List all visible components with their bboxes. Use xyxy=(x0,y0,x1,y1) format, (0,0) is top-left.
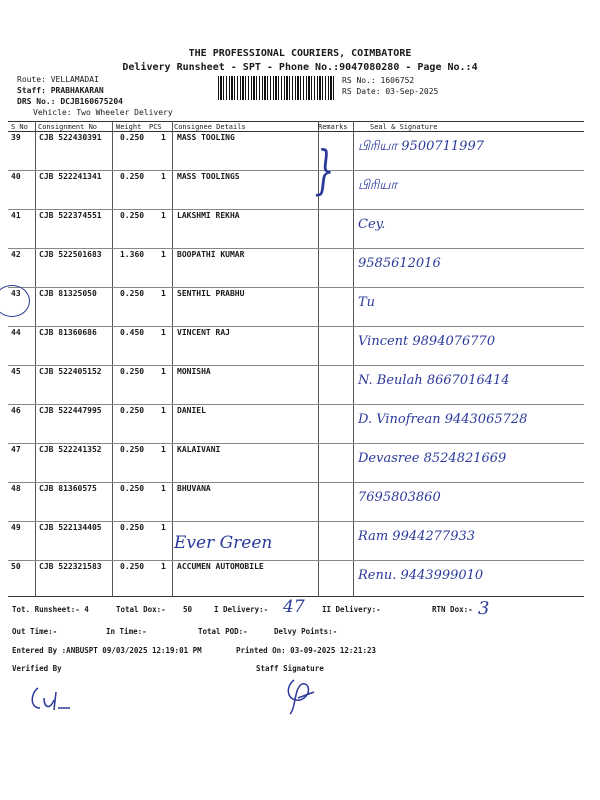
row-sno: 50 xyxy=(11,562,21,571)
total-dox-value: 50 xyxy=(183,605,193,614)
row-pcs: 1 xyxy=(161,328,166,337)
handwritten-evergreen: Ever Green xyxy=(174,533,273,553)
col-weight: Weight xyxy=(116,123,142,131)
staff-signature-mark xyxy=(280,672,320,718)
row-divider xyxy=(8,521,584,522)
row-sno: 41 xyxy=(11,211,21,220)
row-weight: 0.250 xyxy=(120,523,145,532)
staff-signature: Staff Signature xyxy=(256,664,324,673)
row-pcs: 1 xyxy=(161,133,166,142)
row-weight: 0.450 xyxy=(120,328,145,337)
row-consignment: CJB 522501683 xyxy=(39,250,102,259)
row-consignee: LAKSHMI REKHA xyxy=(177,211,240,220)
row-divider xyxy=(8,482,584,483)
row-weight: 0.250 xyxy=(120,406,145,415)
col-sno: S No xyxy=(11,123,28,131)
out-time: Out Time:- xyxy=(12,627,58,636)
row-divider xyxy=(8,443,584,444)
row-pcs: 1 xyxy=(161,523,166,532)
runsheet-title: Delivery Runsheet - SPT - Phone No.:9047080280 - Page No.:4 xyxy=(122,62,478,73)
row-sno: 48 xyxy=(11,484,21,493)
row-consignee: DANIEL xyxy=(177,406,206,415)
row-consignee: MASS TOOLING xyxy=(177,133,235,142)
row-sno: 49 xyxy=(11,523,21,532)
row-signature: 9585612016 xyxy=(358,256,441,271)
row-signature: Vincent 9894076770 xyxy=(358,334,496,349)
rs-date: RS Date: 03-Sep-2025 xyxy=(342,87,439,96)
row-consignment: CJB 522374551 xyxy=(39,211,102,220)
row-signature: Devasree 8524821669 xyxy=(358,451,507,466)
row-signature: D. Vinofrean 9443065728 xyxy=(358,412,528,427)
row-signature: பிரியா xyxy=(358,178,398,193)
printed-on: Printed On: 03-09-2025 12:21:23 xyxy=(236,646,376,655)
row-weight: 0.250 xyxy=(120,367,145,376)
row-sno: 39 xyxy=(11,133,21,142)
row-signature: 7695803860 xyxy=(358,490,441,505)
delvy-points: Delvy Points:- xyxy=(274,627,338,636)
row-consignee: MASS TOOLINGS xyxy=(177,172,240,181)
row-consignment: CJB 522430391 xyxy=(39,133,102,142)
row-pcs: 1 xyxy=(161,172,166,181)
row-sno: 40 xyxy=(11,172,21,181)
circle-mark xyxy=(0,285,30,317)
row-consignee: SENTHIL PRABHU xyxy=(177,289,245,298)
in-time: In Time:- xyxy=(106,627,147,636)
row-pcs: 1 xyxy=(161,406,166,415)
row-consignment: CJB 522447995 xyxy=(39,406,102,415)
total-dox-label: Total Dox:- xyxy=(116,605,166,614)
col-consignment: Consignment No xyxy=(38,123,98,131)
row-weight: 0.250 xyxy=(120,562,145,571)
total-pod: Total POD:- xyxy=(198,627,248,636)
row-sno: 42 xyxy=(11,250,21,259)
row-divider xyxy=(8,404,584,405)
row-consignment: CJB 81325050 xyxy=(39,289,97,298)
rs-number: RS No.: 1606752 xyxy=(342,76,415,85)
row-signature: பிரியா 9500711997 xyxy=(358,139,484,154)
row-sno: 43 xyxy=(11,289,21,298)
row-weight: 0.250 xyxy=(120,172,145,181)
company-title: THE PROFESSIONAL COURIERS, COIMBATORE xyxy=(188,48,412,59)
row-signature: Ram 9944277933 xyxy=(358,529,476,544)
tot-runsheet: Tot. Runsheet:- 4 xyxy=(12,605,89,614)
row-consignee: ACCUMEN AUTOMOBILE xyxy=(177,562,264,571)
row-consignment: CJB 522241352 xyxy=(39,445,102,454)
vehicle: Vehicle: Two Wheeler Delivery xyxy=(33,108,173,117)
row-weight: 0.250 xyxy=(120,289,145,298)
col-pcs: PCS xyxy=(149,123,162,131)
row-weight: 0.250 xyxy=(120,484,145,493)
row-weight: 0.250 xyxy=(120,133,145,142)
row-sno: 45 xyxy=(11,367,21,376)
drs-number: DRS No.: DCJB160675204 xyxy=(17,97,123,106)
verified-signature xyxy=(26,680,76,716)
i-delivery-label: I Delivery:- xyxy=(214,605,269,614)
row-pcs: 1 xyxy=(161,445,166,454)
row-consignment: CJB 81360575 xyxy=(39,484,97,493)
row-divider xyxy=(8,287,584,288)
row-pcs: 1 xyxy=(161,289,166,298)
row-pcs: 1 xyxy=(161,250,166,259)
row-sno: 44 xyxy=(11,328,21,337)
row-signature: Tu xyxy=(358,295,376,310)
row-divider xyxy=(8,560,584,561)
col-seal: Seal & Signature xyxy=(370,123,438,131)
staff: Staff: PRABHAKARAN xyxy=(17,86,104,95)
row-divider xyxy=(8,248,584,249)
row-consignment: CJB 522241341 xyxy=(39,172,102,181)
row-weight: 0.250 xyxy=(120,211,145,220)
row-divider xyxy=(8,326,584,327)
row-pcs: 1 xyxy=(161,211,166,220)
row-consignee: KALAIVANI xyxy=(177,445,221,454)
col-consignee: Consignee Details xyxy=(174,123,246,131)
row-signature: Cey. xyxy=(358,217,386,232)
row-signature: Renu. 9443999010 xyxy=(358,568,484,583)
row-divider xyxy=(8,209,584,210)
runsheet-table xyxy=(8,121,584,597)
row-consignee: MONISHA xyxy=(177,367,211,376)
row-consignment: CJB 522134405 xyxy=(39,523,102,532)
row-divider xyxy=(8,365,584,366)
barcode xyxy=(218,76,336,100)
row-consignee: BOOPATHI KUMAR xyxy=(177,250,245,259)
row-pcs: 1 xyxy=(161,562,166,571)
row-consignment: CJB 81360686 xyxy=(39,328,97,337)
row-consignee: BHUVANA xyxy=(177,484,211,493)
verified-by: Verified By xyxy=(12,664,62,673)
rtn-dox-label: RTN Dox:- xyxy=(432,605,473,614)
row-sno: 46 xyxy=(11,406,21,415)
ii-delivery-label: II Delivery:- xyxy=(322,605,381,614)
row-signature: N. Beulah 8667016414 xyxy=(358,373,510,388)
row-divider xyxy=(8,170,584,171)
row-consignment: CJB 522321583 xyxy=(39,562,102,571)
row-pcs: 1 xyxy=(161,484,166,493)
row-sno: 47 xyxy=(11,445,21,454)
row-pcs: 1 xyxy=(161,367,166,376)
row-consignment: CJB 522405152 xyxy=(39,367,102,376)
rtn-dox-value: 3 xyxy=(478,598,490,619)
entered-by: Entered By :ANBUSPT 09/03/2025 12:19:01 PM xyxy=(12,646,202,655)
remarks-brace: } xyxy=(314,141,335,201)
route: Route: VELLAMADAI xyxy=(17,75,99,84)
col-remarks: Remarks xyxy=(318,123,348,131)
row-weight: 1.360 xyxy=(120,250,145,259)
row-consignee: VINCENT RAJ xyxy=(177,328,230,337)
i-delivery-value: 47 xyxy=(283,597,305,617)
row-weight: 0.250 xyxy=(120,445,145,454)
